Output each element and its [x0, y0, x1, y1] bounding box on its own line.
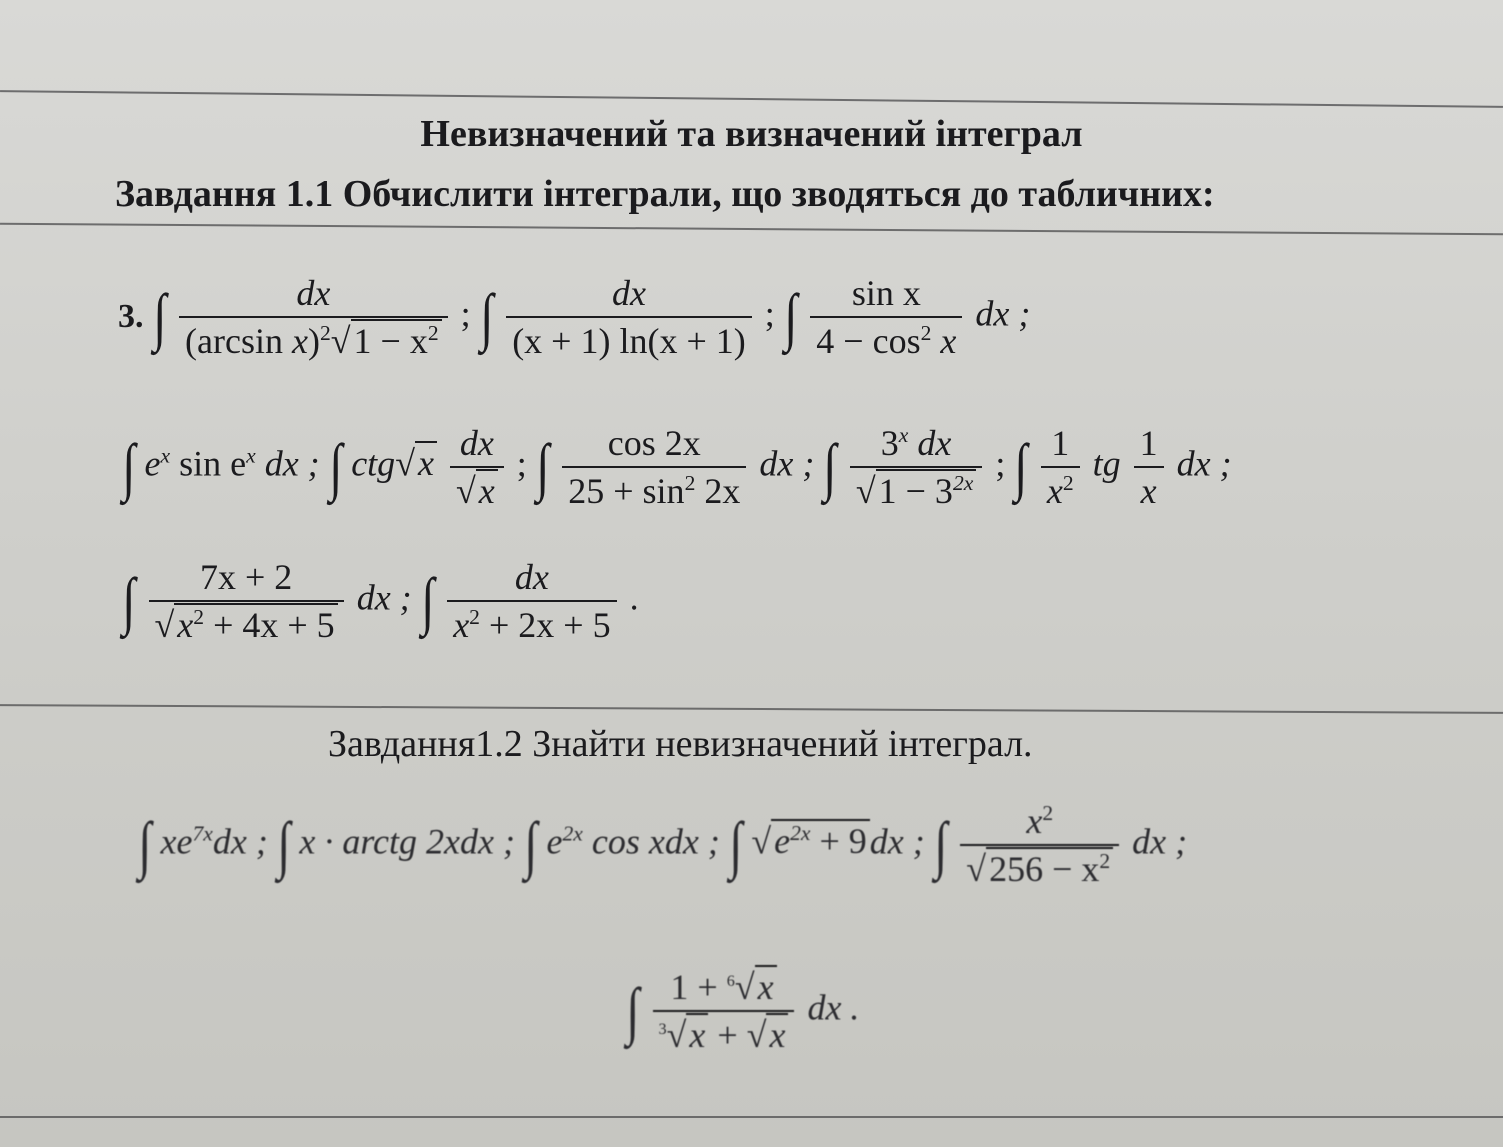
fraction-7x2: $\frac{7x + 2}{√x^2 + 4x + 5}$: [149, 556, 344, 646]
integral-sign: ∫: [122, 565, 136, 636]
rule-bottom: [0, 1116, 1503, 1118]
task1-heading: Завдання 1.1 Обчислити інтеграли, що зводяться до табличних:: [115, 173, 1215, 215]
rule-top: [0, 90, 1503, 108]
rule-under-title: [0, 223, 1503, 235]
integral-sign: ∫: [823, 431, 837, 502]
integral-sign: ∫: [524, 809, 538, 880]
fraction-x2-sqrt256: $\frac{x^2}{√256 - x^2}$: [960, 800, 1119, 890]
fraction-quadratic: $\frac{dx}{x^2 + 2x + 5}$: [447, 556, 616, 646]
integral-sign: ∫: [328, 431, 343, 502]
fraction-power: $\frac{3^x dx}{√1 - 3^{2x}}$: [850, 422, 982, 512]
task-number: 3.: [118, 298, 144, 335]
integral-sign: ∫: [152, 281, 166, 352]
fraction-1: $\frac{dx}{(\arcsin x)^2√1 - x^2}$: [179, 272, 448, 362]
integral-sign: ∫: [122, 431, 136, 502]
fraction-dx-sqrtx: $\frac{dx}{√x}$: [450, 422, 504, 512]
fraction-one-x2: $\frac{1}{x^2}$: [1041, 422, 1080, 512]
integral-sign: ∫: [729, 809, 743, 880]
fraction-2: $\frac{dx}{(x + 1) \ln(x + 1)}$: [506, 272, 752, 362]
task1-line3: ∫ $\frac{7x + 2}{√x^2 + 4x + 5}$ dx ; ∫ $\frac{dx}{x^2 + 2x + 5}$ .: [122, 557, 639, 645]
integral-sign: ∫: [626, 975, 640, 1046]
fraction-one-x: $\frac{1}{x}$: [1134, 422, 1164, 512]
task2-line1: ∫ $xe^{7x}dx$ ; ∫ x · arctg 2xdx ; ∫ $e^{2x}$ cos xdx ; ∫ $√e^{2x} + 9dx$ ; ∫ $\frac{x^2}{√256 - x^2}$ dx ;: [138, 801, 1188, 889]
fraction-cos: $\frac{\cos 2x}{25 + \sin^2 2x}$: [562, 422, 746, 512]
task2-heading: Завдання1.2 Знайти невизначений інтеграл.: [328, 723, 1033, 765]
rule-task2: [0, 704, 1503, 714]
integral-sign: ∫: [1014, 431, 1028, 502]
integral-sign: ∫: [535, 431, 550, 502]
task2-line2: ∫ $\frac{1 + ^6√x}{^3√x + √x}$ dx .: [626, 967, 860, 1055]
integral-sign: ∫: [933, 809, 948, 880]
integral-sign: ∫: [783, 281, 798, 352]
integral-sign: ∫: [420, 565, 434, 636]
integral-sign: ∫: [277, 809, 291, 880]
page-title: Невизначений та визначений інтеграл: [420, 113, 1083, 155]
fraction-3: $\frac{\text{sin x}}{4 - \cos^2 x}$: [810, 272, 962, 362]
fraction-roots: $\frac{1 + ^6√x}{^3√x + √x}$: [653, 966, 795, 1056]
task1-line2: ∫ $e^x$ $\sin e^x$ dx ; ∫ ctg√x $\frac{dx}{√x}$ ; ∫ $\frac{\cos 2x}{25 + \sin^2 2x}$ dx ; ∫ $\frac{3^x dx}{√1 - 3^{2x}}$ ; ∫ $\frac{1}{x^2}$ tg $\frac{1}{x}$ dx ;: [122, 423, 1232, 511]
integral-sign: ∫: [479, 281, 493, 352]
task1-line1: 3. ∫ $\frac{dx}{(\arcsin x)^2√1 - x^2}$ ; ∫ $\frac{dx}{(x + 1) \ln(x + 1)}$ ; ∫ $\frac{\text{sin x}}{4 - \cos^2 x}$ dx ;: [118, 273, 1031, 361]
integral-sign: ∫: [138, 809, 152, 880]
